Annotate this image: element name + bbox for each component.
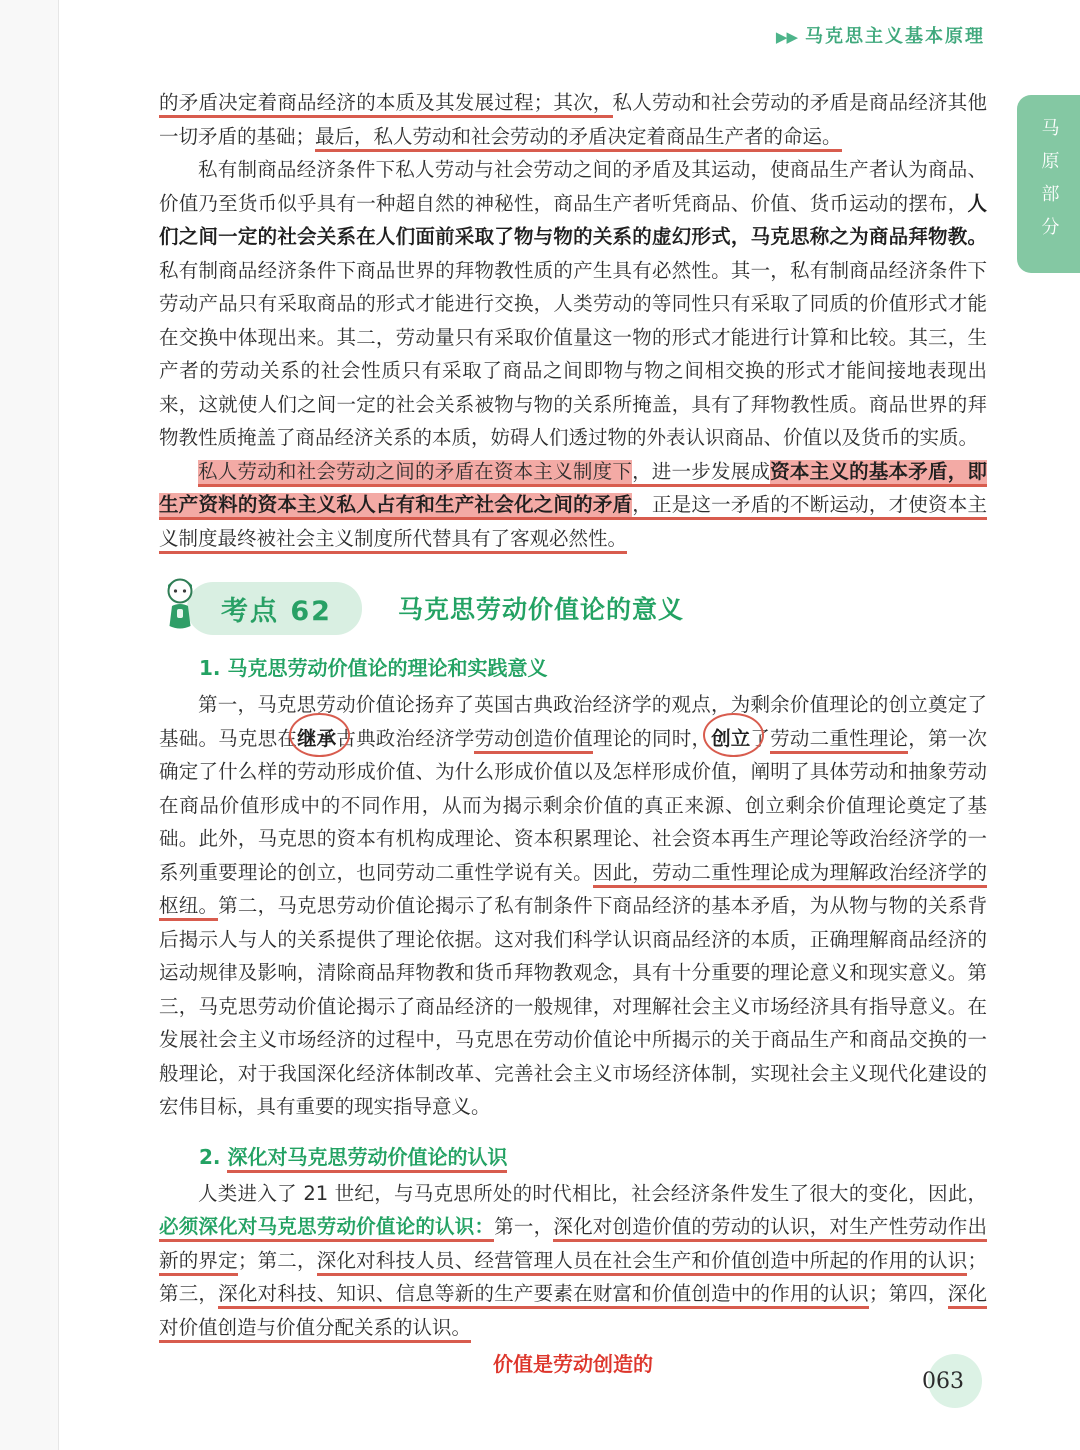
mascot-icon [159, 576, 201, 636]
text-segment: ；第四， [868, 1282, 948, 1305]
text-segment: 因此，劳动二重性理论成为理解政治经济学的枢纽。 [159, 861, 987, 922]
text-segment: 劳动创造价值 [474, 727, 592, 754]
handwritten-note: 价值是劳动创造的 [493, 1352, 653, 1376]
double-arrow-icon: ▶▶ [775, 28, 797, 46]
kaodian-heading [159, 581, 987, 635]
text-segment: 的矛盾决定着商品经济的本质及其发展过程；其次， [159, 91, 613, 118]
text-segment: 人类进入了 21 世纪，与马克思所处的时代相比，社会经济条件发生了很大的变化，因此， [198, 1181, 987, 1205]
subheading-2 [159, 1141, 987, 1170]
chapter-title: 马克思主义基本原理 [805, 26, 985, 47]
text-segment: 私人劳动和社会劳动的矛盾是商品经济其他一切矛盾的基础； [159, 91, 987, 148]
text-segment: 深化对创造价值的劳动的认识，对生产性劳动作出新的界定 [159, 1215, 987, 1276]
page-number: 063 [922, 1368, 964, 1394]
text-segment: 必须深化对马克思劳动价值论的认识： [159, 1215, 494, 1242]
text-segment: 继承 [297, 722, 336, 756]
text-segment: 最后，私人劳动和社会劳动的矛盾决定着商品生产者的命运。 [315, 125, 842, 152]
text-segment: 私有制商品经济条件下私人劳动与社会劳动之间的矛盾及其运动，使商品生产者认为商品、价值乃至货币似乎具有一种超自然的神秘性，商品生产者听凭商品、价值、货币运动的摆布， [159, 158, 987, 215]
text-segment: ；第二， [237, 1248, 317, 1272]
text-segment: 第二，马克思劳动价值论揭示了私有制条件下商品经济的基本矛盾，为从物与物的关系背后揭示人与人的关系提供了理论依据。这对我们科学认识商品经济的本质，正确理解商品经济的运动规律及影响，清除商品拜物教和货币拜物教观念，具有十分重要的理论意义和现实意义。第三，马克思劳动价值论揭示了商品经济的一般规律，对理解社会主义市场经济具有指导意义。在发展社会主义市场经济的过程中，马克思在劳动价值论中所揭示的关于商品生产和商品交换的一般理论，对于我国深化经济体制改革、完善社会主义市场经济体制，实现社会主义现代化建设的宏伟目标，具有重要的现实指导意义。 [159, 894, 987, 1118]
subheading-2-text: 深化对马克思劳动价值论的认识 [227, 1145, 507, 1173]
text-segment: 古典政治经济学 [336, 726, 475, 750]
paragraph-capitalism-basic-contradiction [159, 455, 987, 556]
paragraph-deepen-understanding [159, 1177, 987, 1345]
text-segment: 深化对科技人员、经营管理人员在社会生产和价值创造中所起的作用的认识 [317, 1249, 968, 1276]
text-segment: 深化对科技、知识、信息等新的生产要素在财富和价值创造中的作用的认识 [218, 1282, 869, 1309]
chapter-header [776, 22, 985, 48]
kaodian-title: 马克思劳动价值论的意义 [397, 595, 684, 624]
text-segment: 私人劳动和社会劳动之间的矛盾在资本主义制度下 [198, 460, 632, 487]
text-segment: ，进一步发展成 [632, 460, 770, 487]
text-segment: 创立 [711, 722, 750, 756]
book-page [58, 0, 1080, 1450]
text-segment: 私有制商品经济条件下商品世界的拜物教性质的产生具有必然性。其一，私有制商品经济条件下劳动产品只有采取商品的形式才能进行交换，人类劳动的等同性只有采取了同质的价值形式才能在交换中体现出来。其二，劳动量只有采取价值量这一物的形式才能进行计算和比较。其三，生产者的劳动关系的社会性质只有采取了商品之间即物与物之间相交换的形式才能间接地表现出来，这就使人们之间一定的社会关系被物与物的关系所掩盖，具有了拜物教性质。商品世界的拜物教性质掩盖了商品经济关系的本质，妨碍人们透过物的外表认识商品、价值以及货币的实质。 [159, 258, 987, 449]
page-number-badge [922, 1354, 982, 1408]
text-segment: 第一， [494, 1215, 554, 1238]
text-segment: ，第一次确定了什么样的劳动形成价值、为什么形成价值以及怎样形成价值，阐明了具体劳动和抽象劳动在商品价值形成中的不同作用，从而为揭示剩余价值的真正来源、创立剩余价值理论奠定了基础。此外，马克思的资本有机构成理论、资本积累理论、社会资本再生产理论等政治经济学的一系列重要理论的创立，也同劳动二重性学说有关。 [159, 726, 987, 884]
text-segment: ，正是这一矛盾的不断运动，才使资本主义制度最终被社会主义制度所代替具有了客观必然性。 [159, 493, 987, 554]
text-segment: 了 [750, 726, 771, 750]
subheading-1: 1. 马克思劳动价值论的理论和实践意义 [199, 656, 548, 680]
text-segment: ；第三， [159, 1248, 987, 1305]
paragraph-commodity-fetishism [159, 153, 987, 455]
section-tab-label: 马原部分 [1038, 118, 1060, 250]
text-segment: 人们之间一定的社会关系在人们面前采取了物与物的关系的虚幻形式，马克思称之为商品拜物教。 [159, 191, 987, 248]
kaodian-badge: 考点 62 [187, 582, 362, 635]
paragraph-contradiction-continuation [159, 86, 987, 153]
text-segment: 理论的同时， [592, 726, 712, 750]
section-tab [1017, 95, 1080, 273]
page-content [159, 86, 987, 1377]
text-segment: 深化对价值创造与价值分配关系的认识。 [159, 1282, 987, 1343]
text-segment: 劳动二重性理论 [770, 727, 908, 754]
text-segment: 第一，马克思劳动价值论扬弃了英国古典政治经济学的观点，为剩余价值理论的创立奠定了基础。马克思在 [159, 693, 987, 750]
text-segment: 资本主义的基本矛盾，即生产资料的资本主义私人占有和生产社会化之间的矛盾 [159, 460, 987, 521]
paragraph-labor-theory-significance [159, 688, 987, 1124]
subheading-2-number: 2. [199, 1144, 228, 1169]
